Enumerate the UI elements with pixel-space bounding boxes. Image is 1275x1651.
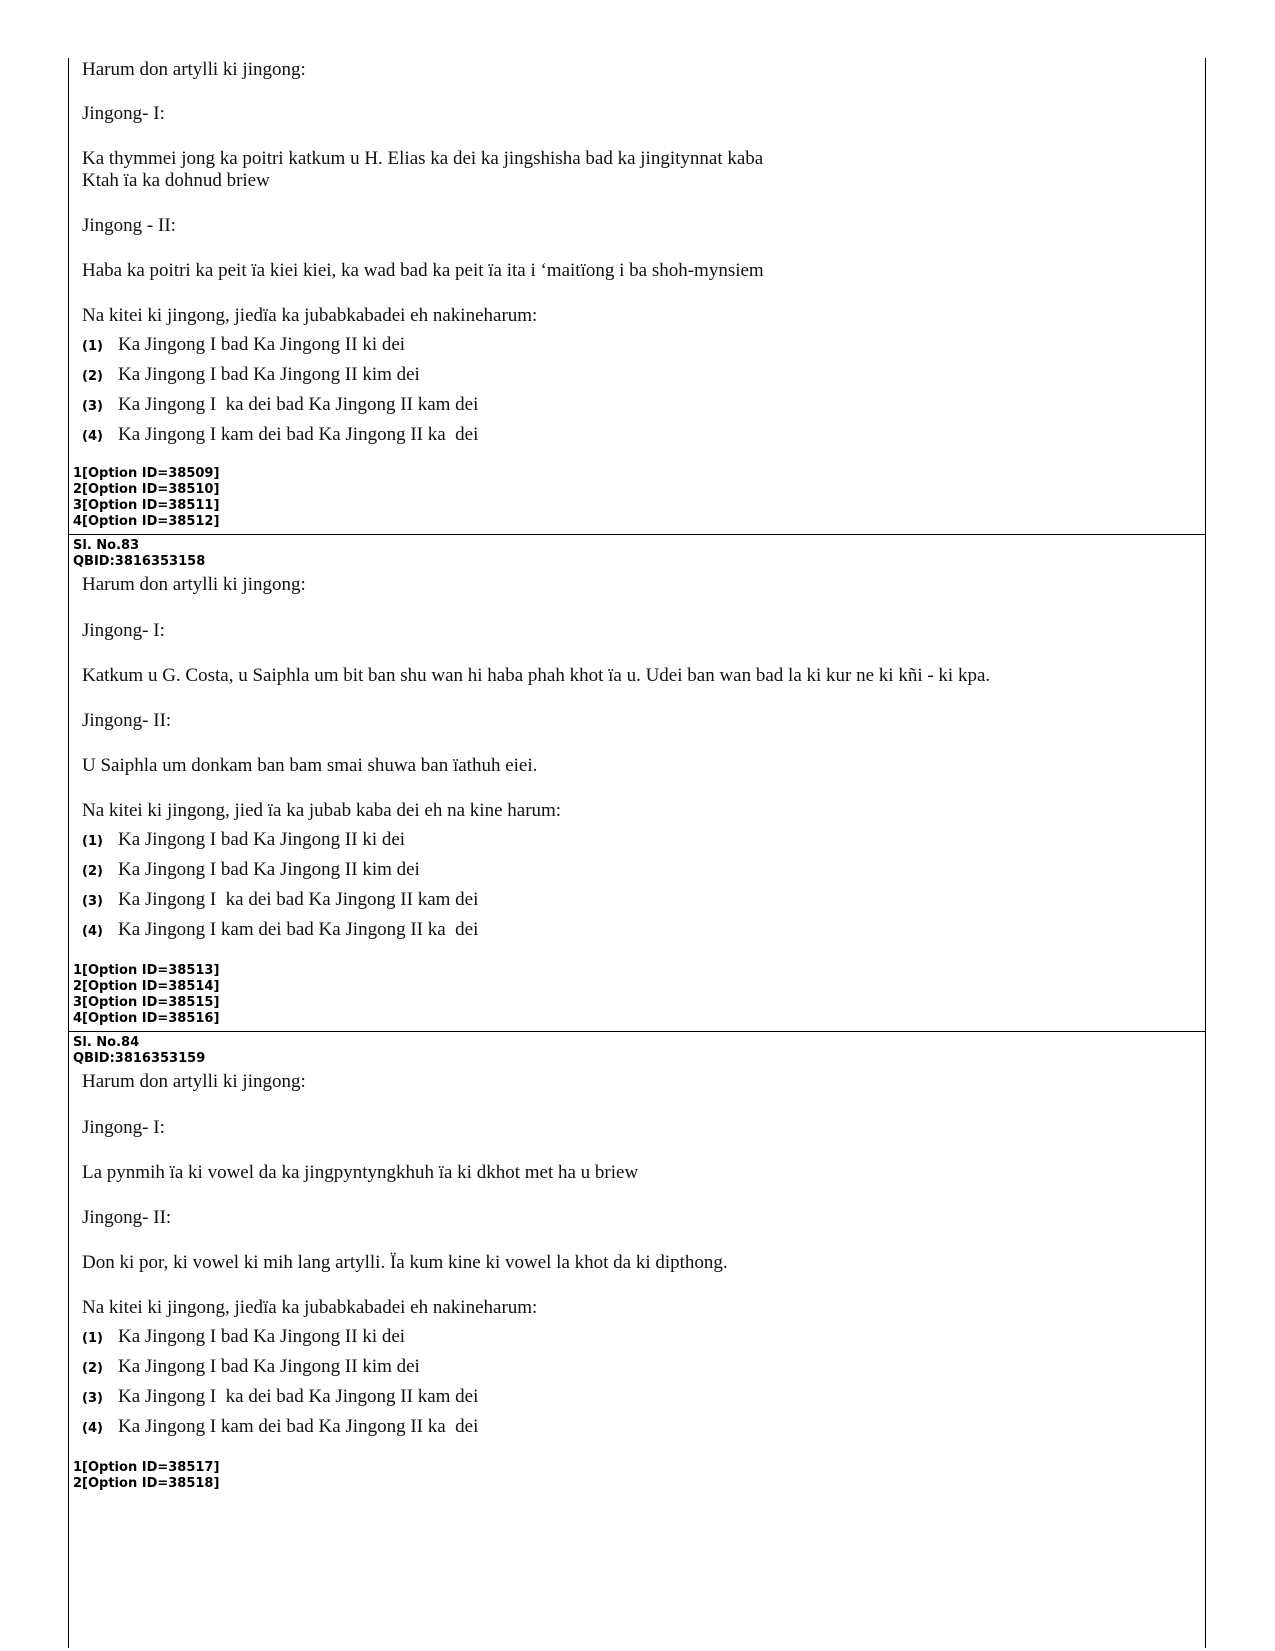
option-number: (2)	[82, 864, 103, 879]
option-text: Ka Jingong I bad Ka Jingong II ki dei	[118, 1326, 406, 1347]
option-number: (1)	[82, 339, 103, 354]
statement-1-line: La pynmih ïa ki vowel da ka jingpyntyngkhuh ïa ki dkhot met ha u briew	[82, 1162, 639, 1183]
statement-2-line: U Saiphla um donkam ban bam smai shuwa ban ïathuh eiei.	[82, 755, 538, 776]
option-text: Ka Jingong I bad Ka Jingong II kim dei	[118, 364, 420, 385]
serial-number: Sl. No.83	[73, 538, 140, 553]
question-block-83	[69, 534, 1205, 1032]
answer-option	[82, 1356, 420, 1378]
question-prompt: Harum don artylli ki jingong:	[82, 1071, 306, 1092]
option-number: (4)	[82, 429, 103, 444]
question-sheet	[68, 58, 1206, 1648]
option-number: (3)	[82, 1391, 103, 1406]
answer-option	[82, 334, 405, 356]
option-id: 3[Option ID=38511]	[73, 498, 220, 513]
option-number: (3)	[82, 399, 103, 414]
statement-2-line: Haba ka poitri ka peit ïa kiei kiei, ka wad bad ka peit ïa ita i ‘maitïong i ba shoh-mynsiem	[82, 260, 764, 281]
option-text: Ka Jingong I kam dei bad Ka Jingong II ka dei	[118, 1416, 479, 1437]
option-id: 4[Option ID=38516]	[73, 1011, 220, 1026]
qbid: QBID:3816353158	[73, 554, 206, 569]
statement-1-label: Jingong- I:	[82, 620, 165, 641]
answer-option	[82, 1386, 478, 1408]
statement-2-label: Jingong - II:	[82, 215, 176, 236]
option-number: (1)	[82, 1331, 103, 1346]
question-prompt: Harum don artylli ki jingong:	[82, 574, 306, 595]
option-text: Ka Jingong I kam dei bad Ka Jingong II ka dei	[118, 919, 479, 940]
answer-option	[82, 1326, 405, 1348]
option-id: 4[Option ID=38512]	[73, 514, 220, 529]
answer-option	[82, 424, 478, 446]
question-instruction: Na kitei ki jingong, jied ïa ka jubab kaba dei eh na kine harum:	[82, 800, 562, 821]
statement-1-line: Ka thymmei jong ka poitri katkum u H. Elias ka dei ka jingshisha bad ka jingitynnat kaba	[82, 148, 764, 169]
option-number: (2)	[82, 1361, 103, 1376]
option-text: Ka Jingong I ka dei bad Ka Jingong II kam dei	[118, 394, 479, 415]
answer-option	[82, 829, 405, 851]
answer-option	[82, 919, 478, 941]
option-text: Ka Jingong I ka dei bad Ka Jingong II kam dei	[118, 1386, 479, 1407]
option-number: (4)	[82, 924, 103, 939]
answer-option	[82, 394, 478, 416]
statement-2-line: Don ki por, ki vowel ki mih lang artylli. Ïa kum kine ki vowel la khot da ki dipthong.	[82, 1252, 728, 1273]
statement-1-line: Katkum u G. Costa, u Saiphla um bit ban shu wan hi haba phah khot ïa u. Udei ban wan bad la ki kur ne ki kñi - ki kpa.	[82, 665, 991, 686]
statement-1-label: Jingong- I:	[82, 103, 165, 124]
statement-1-label: Jingong- I:	[82, 1117, 165, 1138]
option-id: 3[Option ID=38515]	[73, 995, 220, 1010]
answer-option	[82, 859, 420, 881]
option-text: Ka Jingong I ka dei bad Ka Jingong II kam dei	[118, 889, 479, 910]
serial-number: Sl. No.84	[73, 1035, 140, 1050]
option-id-list	[69, 1460, 219, 1492]
option-id: 2[Option ID=38510]	[73, 482, 220, 497]
question-instruction: Na kitei ki jingong, jiedïa ka jubabkabadei eh nakineharum:	[82, 305, 538, 326]
answer-option	[82, 1416, 478, 1438]
question-block-1	[69, 58, 1205, 534]
option-text: Ka Jingong I bad Ka Jingong II ki dei	[118, 829, 406, 850]
option-number: (4)	[82, 1421, 103, 1436]
option-text: Ka Jingong I bad Ka Jingong II kim dei	[118, 1356, 420, 1377]
option-id: 2[Option ID=38514]	[73, 979, 220, 994]
answer-option	[82, 364, 420, 386]
option-number: (2)	[82, 369, 103, 384]
question-block-84	[69, 1031, 1205, 1649]
option-number: (1)	[82, 834, 103, 849]
statement-2-label: Jingong- II:	[82, 1207, 172, 1228]
answer-option	[82, 889, 478, 911]
statement-1-line: Ktah ïa ka dohnud briew	[82, 170, 270, 191]
option-id-list	[69, 466, 219, 530]
option-text: Ka Jingong I bad Ka Jingong II ki dei	[118, 334, 406, 355]
option-text: Ka Jingong I bad Ka Jingong II kim dei	[118, 859, 420, 880]
option-id: 1[Option ID=38509]	[73, 466, 220, 481]
qbid: QBID:3816353159	[73, 1051, 206, 1066]
question-instruction: Na kitei ki jingong, jiedïa ka jubabkabadei eh nakineharum:	[82, 1297, 538, 1318]
option-id: 1[Option ID=38513]	[73, 963, 220, 978]
option-id: 2[Option ID=38518]	[73, 1476, 220, 1491]
option-id: 1[Option ID=38517]	[73, 1460, 220, 1475]
statement-2-label: Jingong- II:	[82, 710, 172, 731]
option-id-list	[69, 963, 219, 1027]
question-prompt: Harum don artylli ki jingong:	[82, 59, 306, 80]
option-number: (3)	[82, 894, 103, 909]
option-text: Ka Jingong I kam dei bad Ka Jingong II ka dei	[118, 424, 479, 445]
